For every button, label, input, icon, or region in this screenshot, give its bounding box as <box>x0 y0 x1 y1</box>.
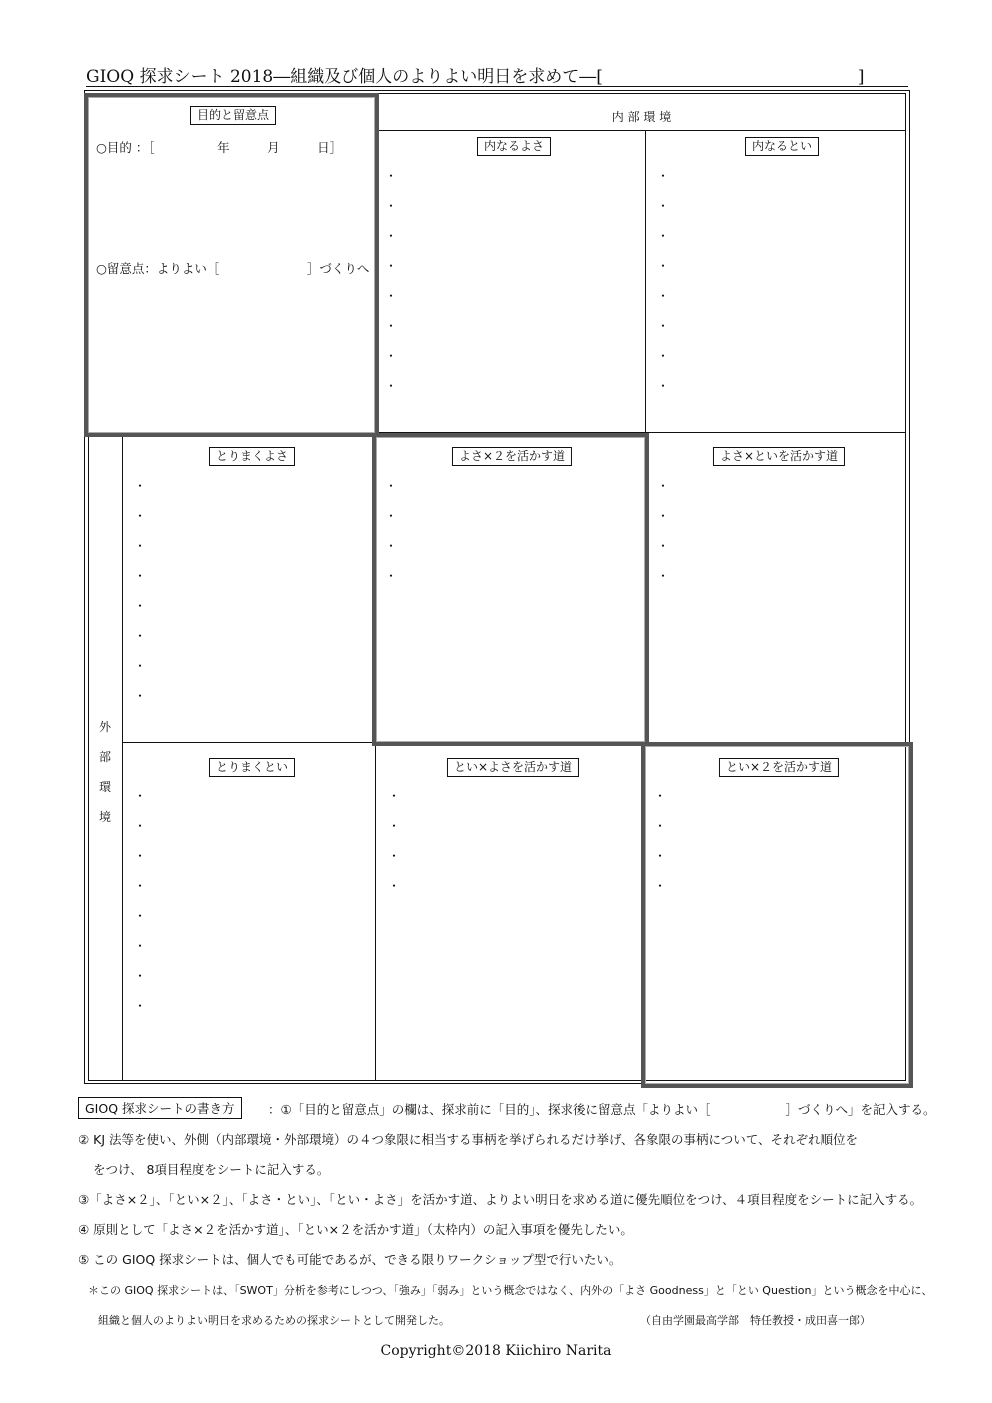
instruction-2b: をつけ、 8項目程度をシートに記入する。 <box>93 1162 330 1177</box>
bullet-item[interactable]: ・ <box>385 289 398 303</box>
bullet-item[interactable]: ・ <box>657 289 670 303</box>
footnote-2: 組織と個人のよりよい明日を求めるための探求シートとして開発した。 <box>98 1314 450 1327</box>
bullet-item[interactable]: ・ <box>385 379 398 393</box>
bullet-item[interactable]: ・ <box>385 349 398 363</box>
internal-good-list <box>385 170 397 410</box>
bullet-item[interactable]: ・ <box>134 969 147 983</box>
instruction-4: ④ 原則として「よさ×２を活かす道」、「とい×２を活かす道」（太枠内）の記入事項を優先したい。 <box>78 1222 633 1237</box>
question-good-label: とい×よさを活かす道 <box>447 758 579 777</box>
bullet-item[interactable]: ・ <box>657 259 670 273</box>
purpose-line[interactable]: ○目的 ：［ 年 月 日］ <box>96 140 343 155</box>
bullet-item[interactable]: ・ <box>385 169 398 183</box>
instruction-2: ② KJ 法等を使い、外側（内部環境・外部環境）の４つ象限に相当する事柄を挙げられるだけ挙げ、各象限の事柄について、それぞれ順位を <box>78 1132 859 1147</box>
page-title: GIOQ 探求シート 2018―組織及び個人のよりよい明日を求めて―[ ] <box>86 67 865 87</box>
bullet-item[interactable]: ・ <box>654 819 667 833</box>
external-heading <box>88 718 122 838</box>
grid-line <box>645 130 646 432</box>
question-question-thick-frame <box>641 742 913 1088</box>
bullet-item[interactable]: ・ <box>385 319 398 333</box>
instruction-3: ③「よさ×２」、「とい×２」、「よさ・とい」、「とい・よさ」を活かす道、よりよい明日を求める道に優先順位をつけ、４項目程度をシートに記入する。 <box>78 1192 923 1207</box>
bullet-item[interactable]: ・ <box>134 659 147 673</box>
bullet-item[interactable]: ・ <box>134 569 147 583</box>
bullet-item[interactable]: ・ <box>385 229 398 243</box>
bullet-item[interactable]: ・ <box>657 229 670 243</box>
bullet-item[interactable]: ・ <box>134 789 147 803</box>
bullet-item[interactable]: ・ <box>657 539 670 553</box>
bullet-item[interactable]: ・ <box>657 349 670 363</box>
bullet-item[interactable]: ・ <box>388 789 401 803</box>
bullet-item[interactable]: ・ <box>657 569 670 583</box>
bullet-item[interactable]: ・ <box>134 689 147 703</box>
external-question-label: とりまくとい <box>209 758 295 777</box>
good-question-label: よさ×といを活かす道 <box>713 447 845 466</box>
external-good-list <box>134 480 146 720</box>
grid-line <box>122 432 123 1081</box>
bullet-item[interactable]: ・ <box>134 999 147 1013</box>
bullet-item[interactable]: ・ <box>134 819 147 833</box>
bullet-item[interactable]: ・ <box>134 629 147 643</box>
bullet-item[interactable]: ・ <box>388 849 401 863</box>
bullet-item[interactable]: ・ <box>385 539 398 553</box>
bullet-item[interactable]: ・ <box>134 509 147 523</box>
title-underline <box>86 86 908 87</box>
credit: （自由学園最高学部 特任教授・成田喜一郎） <box>640 1314 871 1327</box>
good-good-label: よさ×２を活かす道 <box>452 447 572 466</box>
grid-line <box>377 130 906 131</box>
attention-line[interactable]: ○留意点：よりよい［ ］づくりへ <box>96 261 370 276</box>
good-good-thick-frame <box>372 433 649 746</box>
bullet-item[interactable]: ・ <box>134 849 147 863</box>
external-heading-char: 境 <box>98 810 111 824</box>
bullet-item[interactable]: ・ <box>654 789 667 803</box>
copyright: Copyright©2018 Kiichiro Narita <box>380 1343 612 1359</box>
question-good-list <box>388 790 400 910</box>
external-heading-char: 環 <box>98 780 111 794</box>
bullet-item[interactable]: ・ <box>134 909 147 923</box>
bullet-item[interactable]: ・ <box>134 479 147 493</box>
bullet-item[interactable]: ・ <box>134 539 147 553</box>
question-question-list <box>654 790 666 910</box>
purpose-heading: 目的と留意点 <box>190 106 276 125</box>
bullet-item[interactable]: ・ <box>385 259 398 273</box>
bullet-item[interactable]: ・ <box>388 879 401 893</box>
bullet-item[interactable]: ・ <box>385 479 398 493</box>
internal-heading: 内 部 環 境 <box>611 110 672 124</box>
bullet-item[interactable]: ・ <box>385 509 398 523</box>
bullet-item[interactable]: ・ <box>385 199 398 213</box>
internal-question-list <box>657 170 669 410</box>
bullet-item[interactable]: ・ <box>388 819 401 833</box>
external-heading-char: 部 <box>98 750 111 764</box>
bullet-item[interactable]: ・ <box>134 599 147 613</box>
instructions-box-label: GIOQ 探求シートの書き方 <box>78 1097 242 1119</box>
internal-question-label: 内なるとい <box>745 137 819 156</box>
external-good-label: とりまくよさ <box>209 447 295 466</box>
good-question-list <box>657 480 669 600</box>
instruction-5: ⑤ この GIOQ 探求シートは、個人でも可能であるが、できる限りワークショップ型で行いたい。 <box>78 1252 622 1267</box>
bullet-item[interactable]: ・ <box>134 879 147 893</box>
bullet-item[interactable]: ・ <box>657 199 670 213</box>
bullet-item[interactable]: ・ <box>134 939 147 953</box>
external-question-list <box>134 790 146 1030</box>
external-heading-char: 外 <box>98 720 111 734</box>
bullet-item[interactable]: ・ <box>657 169 670 183</box>
bullet-item[interactable]: ・ <box>654 849 667 863</box>
bullet-item[interactable]: ・ <box>657 509 670 523</box>
instruction-1: ：①「目的と留意点」の欄は、探求前に「目的」、探求後に留意点「よりよい［ ］づくりへ」を記入する。 <box>268 1102 936 1117</box>
bullet-item[interactable]: ・ <box>657 379 670 393</box>
bullet-item[interactable]: ・ <box>657 319 670 333</box>
bullet-item[interactable]: ・ <box>654 879 667 893</box>
internal-good-label: 内なるよさ <box>477 137 551 156</box>
bullet-item[interactable]: ・ <box>385 569 398 583</box>
bullet-item[interactable]: ・ <box>657 479 670 493</box>
good-good-list <box>385 480 397 600</box>
question-question-label: とい×２を活かす道 <box>719 758 839 777</box>
footnote-1: ＊この GIOQ 探求シートは、「SWOT」分析を参考にしつつ、「強み」「弱み」という概念ではなく、内外の「よさ Goodness」と「とい Question」という概念を中心に、 <box>88 1284 933 1297</box>
